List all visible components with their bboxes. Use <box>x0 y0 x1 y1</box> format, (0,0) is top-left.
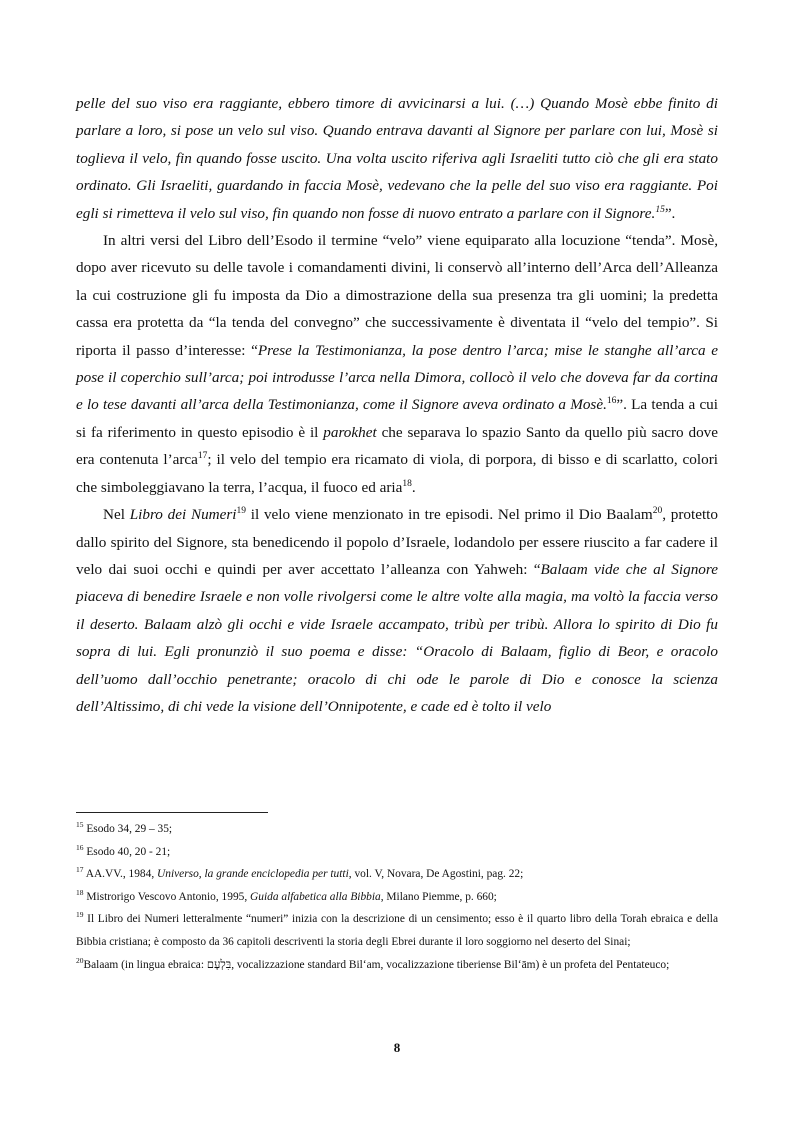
footnote-number: 18 <box>76 887 84 897</box>
footnote-number: 20 <box>76 955 84 965</box>
term-parokhet: parokhet <box>323 423 377 441</box>
paragraph-text: Nel <box>103 506 130 524</box>
paragraph-text: che separava lo spazio Santo da quello più sacro dove era contenuta l’arca <box>76 423 719 469</box>
book-title: Libro dei Numeri <box>129 506 237 524</box>
footnote-number: 15 <box>76 820 84 830</box>
footnote-number: 19 <box>76 910 84 920</box>
footnote-text: Balaam (in lingua ebraica: בִּלְעָם, vocalizzazione standard Bil‘am, vocalizzazione tiberiense Bil‘ām) è un profeta del Pentateuco; <box>83 958 670 971</box>
footnote-ref-17[interactable]: 17 <box>197 451 208 462</box>
paragraph-1 <box>76 90 718 227</box>
paragraph-3 <box>76 501 718 720</box>
paragraph-text: il velo viene menzionato in tre episodi. Nel primo il Dio Baalam <box>246 506 653 524</box>
paragraph-2 <box>76 227 718 501</box>
footnote-ref-18[interactable]: 18 <box>402 478 412 489</box>
footnote-15 <box>76 818 718 841</box>
footnote-number: 16 <box>76 842 84 852</box>
footnote-text: , vol. V, Novara, De Agostini, pag. 22; <box>348 868 524 881</box>
footnote-20 <box>76 954 718 977</box>
paragraph-text: , protetto dallo spirito del Signore, sta benedicendo il popolo d’Israele, lodandolo per essere riuscito a far cadere il velo dai suoi occhi e quindi per aver accettato l’alleanza con Yahweh: “ <box>76 506 718 578</box>
footnote-17 <box>76 863 718 886</box>
paragraph-text: ”. La tenda a cui si fa riferimento in questo episodio è il <box>76 396 718 441</box>
footnote-separator <box>76 812 268 813</box>
quote-text: Prese la Testimonianza, la pose dentro l’arca; mise le stanghe all’arca e pose il coperchio sull’arca; poi introdusse l’arca nella Dimora, collocò il velo che doveva far da cortina e lo tese davanti all’arca della Testimonianza, come il Signore aveva ordinato a Mosè. <box>76 341 718 414</box>
footnote-number: 17 <box>76 865 84 875</box>
page-body <box>76 90 718 720</box>
quote-text: Balaam vide che al Signore piaceva di benedire Israele e non volle rivolgersi come le altre volte alla magia, ma voltò la faccia verso il deserto. Balaam alzò gli occhi e vide Israele accampato, tribù per tribù. Allora lo spirito di Dio fu sopra di lui. Egli pronunziò il suo poema e disse: “Oracolo di Balaam, figlio di Beor, e oracolo dell’uomo dall’occhio penetrante; oracolo di chi ode le parole di Dio e conosce la scienza dell’Altissimo, di chi vede la visione dell’Onnipotente, e cade ed è tolto il velo <box>76 560 718 715</box>
footnote-18 <box>76 886 718 909</box>
footnotes <box>76 818 718 976</box>
footnote-19 <box>76 908 718 953</box>
paragraph-text: In altri versi del Libro dell’Esodo il termine “velo” viene equiparato alla locuzione “tenda”. Mosè, dopo aver ricevuto su delle tavole i comandamenti divini, li conservò all’interno dell’Arca dell’Alleanza la cui costruzione gli fu imposta da Dio a dimostrazione della sua presenza tra gli uomini; la predetta cassa era protetta da “la tenda del convegno” che successivamente è diventata il “velo del tempio”. Si riporta il passo d’interesse: “ <box>76 232 718 359</box>
quote-close: ”. <box>664 204 676 222</box>
page-number: 8 <box>393 1040 401 1055</box>
paragraph-text: ; il velo del tempio era ricamato di viola, di porpora, di bisso e di scarlatto, colori che simboleggiavano la terra, l’acqua, il fuoco ed aria <box>76 451 718 496</box>
paragraph-text: . <box>411 478 416 496</box>
footnote-16 <box>76 841 718 864</box>
footnote-text: AA.VV., 1984, <box>83 868 158 881</box>
footnote-text: Esodo 40, 20 - 21; <box>83 845 171 858</box>
quote-text: pelle del suo viso era raggiante, ebbero timore di avvicinarsi a lui. (…) Quando Mosè ebbe finito di parlare a loro, si pose un velo sul viso. Quando entrava davanti al Signore per parlare con lui, Mosè si toglieva il velo, fin quando fosse uscito. Una volta uscito riferiva agli Israeliti tutto ciò che gli era stato ordinato. Gli Israeliti, guardando in faccia Mosè, vedevano che la pelle del suo viso era raggiante. Poi egli si rimetteva il velo sul viso, fin quando non fosse di nuovo entrato a parlare con il Signore. <box>76 95 718 222</box>
footnote-text: Esodo 34, 29 – 35; <box>83 823 173 835</box>
footnote-title: Guida alfabetica alla Bibbia <box>250 890 381 903</box>
footnote-ref-20[interactable]: 20 <box>652 506 663 517</box>
footnote-title: Universo, la grande enciclopedia per tutti <box>157 868 349 881</box>
footnote-ref-16[interactable]: 16 <box>606 396 617 407</box>
footnote-text: , Milano Piemme, p. 660; <box>380 890 497 903</box>
footnote-text: Mistrorigo Vescovo Antonio, 1995, <box>83 890 251 903</box>
footnote-ref-15[interactable]: 15 <box>655 204 665 215</box>
footnote-ref-19[interactable]: 19 <box>236 506 247 517</box>
footnote-text: Il Libro dei Numeri letteralmente “numeri” inizia con la descrizione di un censimento; esso è il quarto libro della Torah ebraica e della Bibbia cristiana; è composto da 36 capitoli descriventi la storia degli Ebrei durante il loro soggiorno nel deserto del Sinai; <box>76 913 718 948</box>
